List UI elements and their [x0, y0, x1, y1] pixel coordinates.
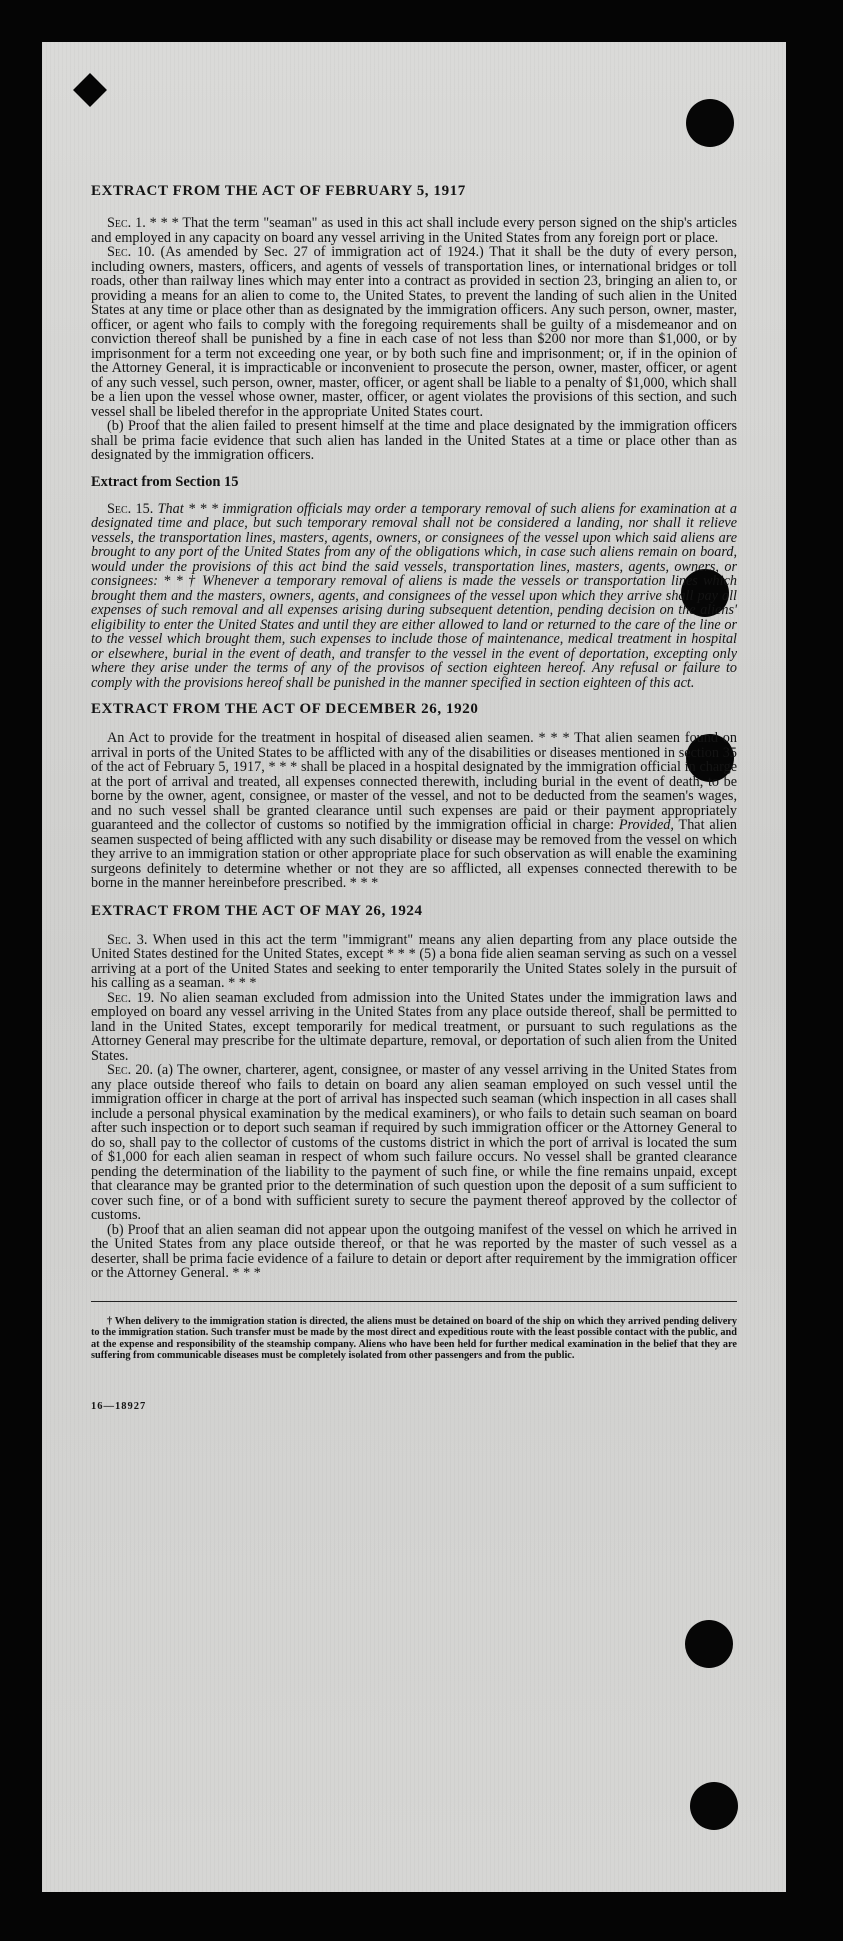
section-3-label: Sec. 3.	[107, 931, 148, 948]
punch-hole-top	[686, 99, 734, 147]
heading-act-1920: EXTRACT FROM THE ACT OF DECEMBER 26, 1920	[91, 701, 479, 717]
section-20-b-paragraph: (b) Proof that an alien seaman did not appear upon the outgoing manifest of the vessel on which he arrived in the United States from any place outside thereof, or that he was reported by the master of such vessel as a deserter, shall be prima facie evidence of a failure to detain or deport after requirement by the immigration officer or the Attorney General. * * *	[91, 1221, 737, 1281]
punch-hole-lower	[685, 1620, 733, 1668]
section-20-label: Sec. 20.	[107, 1062, 154, 1078]
section-1-paragraph	[91, 216, 737, 245]
section-20-paragraph	[91, 1063, 737, 1223]
section-3-paragraph	[91, 933, 737, 991]
section-3-text: When used in this act the term "immigrant" means any alien departing from any place outside the United States destined for the United States, except * * * (5) a bona fide alien seaman serving as such on a vessel arriving at a port of the United States and seeking to enter temporarily the United States solely in the pursuit of his calling as a seaman. * * *	[91, 931, 737, 991]
section-1-text: * * * That the term "seaman" as used in this act shall include every person signed on the ship's articles and employed in any capacity on board any vessel arriving in the United States from any foreign port or place.	[91, 215, 737, 246]
section-15-text: That * * * immigration officials may order a temporary removal of such aliens for examination at a designated time and place, but such temporary removal shall not be considered a landing, nor shall it relieve vessels, the transportation lines, masters, agents, owners, or consignees of the vessel upon which said aliens are brought to any port of the United States from any of the obligations which, in case such aliens remain on board, would under the provisions of this act bind the said vessels, transportation lines, masters, agents, owners, or consignees: * * † Whenever a temporary removal of aliens is made the vessels or transportation lines which brought them and the masters, owners, agents, and consignees of the vessel upon which they arrive shall pay all expenses of such removal and all expenses arising during subsequent detention, pending decision on the aliens' eligibility to enter the United States and until they are either allowed to land or returned to the care of the line or to the vessel which brought them, such expenses to include those of maintenance, medical treatment in hospital or elsewhere, burial in the event of death, and transfer to the vessel in the event of deportation, excepting only where they arise under the terms of any of the provisos of section eighteen hereof. Any refusal or failure to comply with the provisions hereof shall be punished in the manner specified in section eighteen of this act.	[91, 500, 737, 691]
heading-act-1924: EXTRACT FROM THE ACT OF MAY 26, 1924	[91, 902, 423, 919]
act-1920-text: An Act to provide for the treatment in hospital of diseased alien seamen. * * * That alien seamen found on arrival in ports of the United States to be afflicted with any of the disabilities or diseases mentioned in section 35 of the act of February 5, 1917, * * * shall be placed in a hospital designated by the immigration official in charge at the port of arrival and treated, all expenses connected therewith, including burial in the event of death, to be borne by the owner, agent, consignee, or master of the vessel, and not to be deducted from the seamen's wages, and no such vessel shall be granted clearance until such expenses are paid or their payment appropriately guaranteed and the collector of customs so notified by the immigration official in charge:	[91, 730, 737, 833]
footnote: † When delivery to the immigration station is directed, the aliens must be detained on board of the ship on which they arrived pending delivery to the immigration station. Such transfer must be made by the most direct and expeditious route with the least possible contact with the public, and at the expense and responsibility of the steamship company. Aliens who have been held for further medical examination in the belief that they are suffering from communicable diseases must be completely isolated from other passengers and from the public.	[91, 1316, 737, 1362]
act-1920-paragraph	[91, 731, 737, 891]
act-1920-text-cont: That alien seamen suspected of being afflicted with any such disability or disease may be removed from the vessel on which they arrive to an immigration station or other appropriate place for such observation as will enable the examining surgeons definitely to determine whether or not they are so afflicted, all expenses connected therewith to be borne in the manner hereinbefore prescribed. * * *	[91, 817, 737, 891]
punch-hole-bottom	[690, 1782, 738, 1830]
section-10-text: (As amended by Sec. 27 of immigration act of 1924.) That it shall be the duty of every person, including owners, masters, officers, and agents of vessels of transportation lines, or international bridges or toll roads, other than railway lines which may enter into a contract as provided in section 23, bringing an alien to, or providing a means for an alien to come to, the United States, to prevent the landing of such alien in the United States at any time or place other than as designated by the immigration officers. Any such person, owner, master, officer, or agent who fails to comply with the foregoing requirements shall be guilty of a misdemeanor and on conviction thereof shall be punished by a fine in each case of not less than $200 nor more than $1,000, or by imprisonment for a term not exceeding one year, or by both such fine and imprisonment; or, if in the opinion of the Attorney General, it is impracticable or inconvenient to prosecute the person, owner, master, officer, or agent of any such vessel, such person, owner, master, officer, or agent shall be liable to a penalty of $1,000, which shall be a lien upon the vessel whose owner, master, officer, or agent violates the provisions of this section, and such vessel shall be libeled therefor in the appropriate United States court.	[91, 244, 737, 420]
section-15-label: Sec. 15.	[107, 500, 154, 517]
act-1920-provided: Provided,	[618, 817, 674, 833]
form-number: 16—18927	[91, 1400, 147, 1412]
section-10-paragraph	[91, 245, 737, 419]
section-10-b-paragraph: (b) Proof that the alien failed to present himself at the time and place designated by the immigration officers shall be prima facie evidence that such alien has landed in the United States at a time or place other than as designated by the immigration officers.	[91, 418, 737, 463]
section-19-label: Sec. 19.	[107, 989, 155, 1006]
section-1-label: Sec. 1.	[107, 215, 146, 231]
section-19-text: No alien seaman excluded from admission into the United States under the immigration laws and employed on board any vessel arriving in the United States from any place outside thereof, shall be permitted to land in the United States, except temporarily for medical treatment, or pursuant to such regulations as the Attorney General may prescribe for the ultimate departure, removal, or deportation of such alien from the United States.	[91, 989, 738, 1064]
folded-corner	[73, 73, 107, 107]
section-19-paragraph	[91, 991, 737, 1064]
section-15-paragraph	[91, 502, 737, 691]
heading-section-15: Extract from Section 15	[91, 473, 239, 490]
footnote-divider	[91, 1301, 737, 1303]
document-body	[91, 182, 737, 1414]
heading-act-1917: EXTRACT FROM THE ACT OF FEBRUARY 5, 1917	[91, 183, 466, 199]
section-10-label: Sec. 10.	[107, 244, 155, 260]
section-20-text: (a) The owner, charterer, agent, consignee, or master of any vessel arriving in the United States from any place outside thereof who fails to detain on board any alien seaman employed on such vessel until the immigration officer in charge at the port of arrival has inspected such seaman (which inspection in all cases shall include a personal physical examination by the medical examiners), or who fails to detain such seaman on board after such inspection or to deport such seaman if required by such immigration officer or the Attorney General to do so, shall pay to the collector of customs of the customs district in which the port of arrival is located the sum of $1,000 for each alien seaman in respect of whom such failure occurs. No vessel shall be granted clearance pending the determination of the liability to the payment of such fine, or while the fine remains unpaid, except that clearance may be granted prior to the determination of such question upon the deposit of a sum sufficient to cover such fine, or of a bond with sufficient surety to secure the payment thereof approved by the collector of customs.	[91, 1062, 738, 1223]
